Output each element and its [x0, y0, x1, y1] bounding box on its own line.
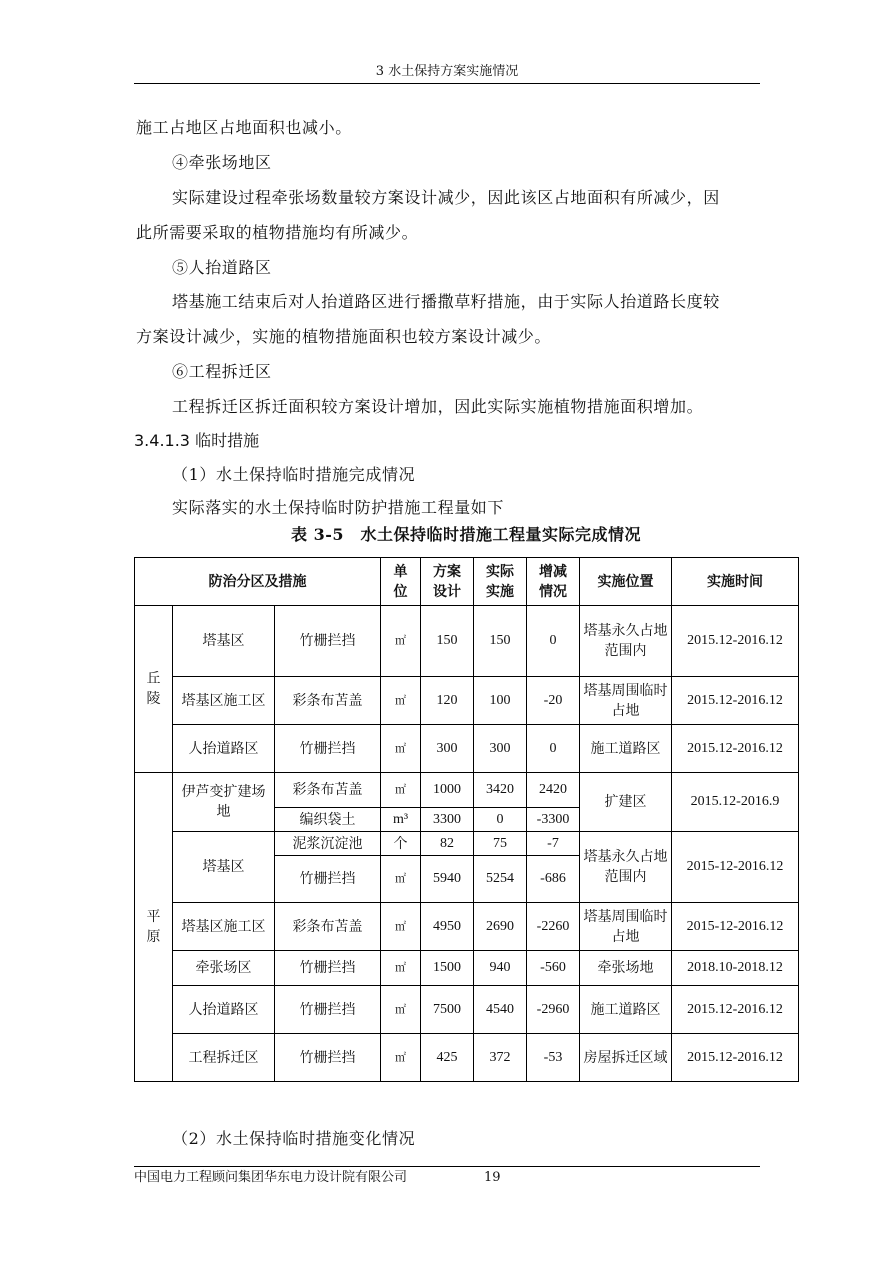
measures-table [134, 557, 799, 1082]
table-caption: 表 3-5 水土保持临时措施工程量实际完成情况 [291, 525, 641, 544]
cell-actual: 3420 [474, 773, 527, 808]
cell-actual: 300 [474, 725, 527, 773]
header-division: 防治分区及措施 [135, 558, 381, 606]
group-plain: 平 原 [135, 773, 173, 1082]
cell-area: 塔基区 [173, 832, 275, 903]
cell-unit: ㎡ [381, 951, 421, 986]
cell-unit: ㎡ [381, 986, 421, 1034]
cell-design: 5940 [421, 856, 474, 903]
cell-measure: 竹栅拦挡 [275, 1034, 381, 1082]
cell-actual: 940 [474, 951, 527, 986]
footer-rule [134, 1166, 760, 1167]
subsection-label: （1）水土保持临时措施完成情况 [172, 465, 416, 484]
cell-location: 房屋拆迁区域 [580, 1034, 672, 1082]
cell-measure: 泥浆沉淀池 [275, 832, 381, 856]
table-row [135, 773, 799, 808]
cell-actual: 100 [474, 677, 527, 725]
table-row [135, 951, 799, 986]
header-change: 增减 情况 [527, 558, 580, 606]
footer-company: 中国电力工程顾问集团华东电力设计院有限公司 [134, 1170, 408, 1185]
cell-unit: 个 [381, 832, 421, 856]
cell-change: -3300 [527, 808, 580, 832]
cell-actual: 75 [474, 832, 527, 856]
table-row [135, 606, 799, 677]
paragraph: 施工占地区占地面积也减小。 [136, 118, 352, 137]
cell-change: 2420 [527, 773, 580, 808]
cell-measure: 竹栅拦挡 [275, 725, 381, 773]
group-hill: 丘 陵 [135, 606, 173, 773]
cell-measure: 彩条布苫盖 [275, 677, 381, 725]
cell-time: 2015-12-2016.12 [672, 832, 799, 903]
cell-area: 塔基区 [173, 606, 275, 677]
subsection-label: ⑥工程拆迁区 [172, 362, 272, 381]
cell-actual: 5254 [474, 856, 527, 903]
header-location: 实施位置 [580, 558, 672, 606]
cell-area: 牵张场区 [173, 951, 275, 986]
cell-measure: 竹栅拦挡 [275, 606, 381, 677]
cell-area: 塔基区施工区 [173, 903, 275, 951]
table-row [135, 903, 799, 951]
cell-change: -2260 [527, 903, 580, 951]
cell-time: 2015.12-2016.9 [672, 773, 799, 832]
subsection-label: ⑤人抬道路区 [172, 258, 272, 277]
cell-design: 425 [421, 1034, 474, 1082]
header-time: 实施时间 [672, 558, 799, 606]
cell-change: -2960 [527, 986, 580, 1034]
cell-time: 2018.10-2018.12 [672, 951, 799, 986]
table-row [135, 1034, 799, 1082]
cell-actual: 150 [474, 606, 527, 677]
cell-time: 2015.12-2016.12 [672, 1034, 799, 1082]
cell-location: 塔基周围临时占地 [580, 677, 672, 725]
cell-time: 2015.12-2016.12 [672, 606, 799, 677]
paragraph: 塔基施工结束后对人抬道路区进行播撒草籽措施，由于实际人抬道路长度较 [172, 292, 720, 311]
paragraph: 实际建设过程牵张场数量较方案设计减少，因此该区占地面积有所减少，因 [172, 188, 720, 207]
cell-actual: 2690 [474, 903, 527, 951]
cell-measure: 彩条布苫盖 [275, 903, 381, 951]
cell-measure: 竹栅拦挡 [275, 951, 381, 986]
cell-design: 300 [421, 725, 474, 773]
cell-unit: ㎡ [381, 725, 421, 773]
header-actual: 实际 实施 [474, 558, 527, 606]
cell-unit: ㎡ [381, 773, 421, 808]
cell-time: 2015.12-2016.12 [672, 677, 799, 725]
cell-measure: 竹栅拦挡 [275, 986, 381, 1034]
cell-design: 4950 [421, 903, 474, 951]
cell-unit: ㎡ [381, 903, 421, 951]
cell-location: 施工道路区 [580, 986, 672, 1034]
header-rule [134, 83, 760, 84]
cell-unit: m³ [381, 808, 421, 832]
cell-design: 82 [421, 832, 474, 856]
page-number: 19 [484, 1170, 501, 1185]
header-design: 方案 设计 [421, 558, 474, 606]
cell-design: 1000 [421, 773, 474, 808]
cell-measure: 彩条布苫盖 [275, 773, 381, 808]
cell-change: -7 [527, 832, 580, 856]
table-row [135, 677, 799, 725]
table-row [135, 986, 799, 1034]
paragraph: 方案设计减少，实施的植物措施面积也较方案设计减少。 [136, 327, 552, 346]
cell-unit: ㎡ [381, 856, 421, 903]
paragraph: 实际落实的水土保持临时防护措施工程量如下 [172, 498, 505, 517]
cell-change: -686 [527, 856, 580, 903]
cell-measure: 竹栅拦挡 [275, 856, 381, 903]
paragraph: 此所需要采取的植物措施均有所减少。 [136, 223, 419, 242]
cell-location: 扩建区 [580, 773, 672, 832]
cell-time: 2015-12-2016.12 [672, 903, 799, 951]
cell-location: 牵张场地 [580, 951, 672, 986]
cell-design: 3300 [421, 808, 474, 832]
subsection-label: ④牵张场地区 [172, 153, 272, 172]
cell-area: 伊芦变扩建场地 [173, 773, 275, 832]
header-unit: 单 位 [381, 558, 421, 606]
page-header: 3 水土保持方案实施情况 [375, 64, 519, 79]
cell-design: 7500 [421, 986, 474, 1034]
cell-actual: 0 [474, 808, 527, 832]
cell-time: 2015.12-2016.12 [672, 725, 799, 773]
cell-change: -53 [527, 1034, 580, 1082]
cell-unit: ㎡ [381, 677, 421, 725]
section-heading: 3.4.1.3 临时措施 [134, 431, 260, 450]
cell-location: 塔基永久占地范围内 [580, 832, 672, 903]
cell-area: 塔基区施工区 [173, 677, 275, 725]
cell-actual: 4540 [474, 986, 527, 1034]
subsection-label: （2）水土保持临时措施变化情况 [172, 1129, 416, 1148]
cell-change: 0 [527, 725, 580, 773]
table-row [135, 725, 799, 773]
cell-measure: 编织袋土 [275, 808, 381, 832]
cell-change: -560 [527, 951, 580, 986]
cell-change: -20 [527, 677, 580, 725]
cell-location: 施工道路区 [580, 725, 672, 773]
cell-location: 塔基周围临时占地 [580, 903, 672, 951]
cell-time: 2015.12-2016.12 [672, 986, 799, 1034]
cell-unit: ㎡ [381, 1034, 421, 1082]
cell-area: 人抬道路区 [173, 725, 275, 773]
cell-unit: ㎡ [381, 606, 421, 677]
table-row [135, 832, 799, 856]
cell-design: 120 [421, 677, 474, 725]
cell-design: 150 [421, 606, 474, 677]
paragraph: 工程拆迁区拆迁面积较方案设计增加，因此实际实施植物措施面积增加。 [172, 397, 704, 416]
cell-design: 1500 [421, 951, 474, 986]
cell-area: 工程拆迁区 [173, 1034, 275, 1082]
cell-area: 人抬道路区 [173, 986, 275, 1034]
cell-location: 塔基永久占地范围内 [580, 606, 672, 677]
cell-actual: 372 [474, 1034, 527, 1082]
cell-change: 0 [527, 606, 580, 677]
